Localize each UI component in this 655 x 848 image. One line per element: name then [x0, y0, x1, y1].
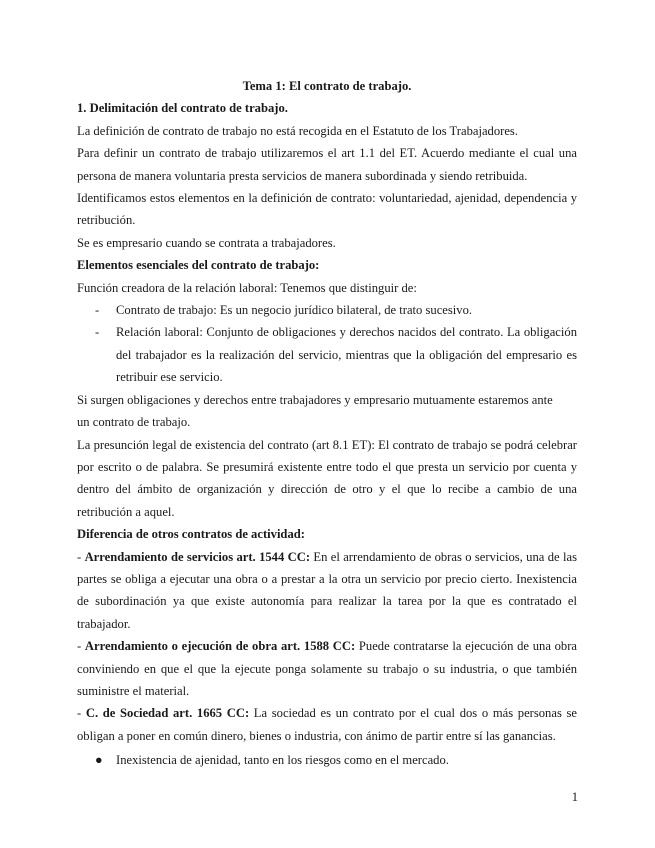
item-prefix: -	[77, 706, 86, 721]
subsection-heading: Elementos esenciales del contrato de trabajo:	[77, 258, 320, 273]
bullet-item	[77, 749, 577, 771]
contract-item	[77, 546, 577, 636]
item-prefix: -	[77, 639, 85, 654]
paragraph: un contrato de trabajo.	[77, 415, 191, 430]
paragraph: Para definir un contrato de trabajo utilizaremos el art 1.1 del ET. Acuerdo mediante el cual una persona de manera voluntaria presta servicios de manera subordinada y siendo retribuida.	[77, 146, 577, 183]
section-heading: 1. Delimitación del contrato de trabajo.	[77, 101, 288, 116]
list-item	[77, 299, 577, 321]
item-prefix: -	[77, 549, 85, 564]
paragraph: Función creadora de la relación laboral: Tenemos que distinguir de:	[77, 280, 417, 295]
paragraph: La presunción legal de existencia del contrato (art 8.1 ET): El contrato de trabajo se podrá celebrar por escrito o de palabra. Se presumirá existente entre todo el que presta un servicio por cuenta y dentro del ámbito de organización y dirección de otro y el que lo recibe a cambio de una retribución a aquel.	[77, 437, 577, 519]
paragraph: Si surgen obligaciones y derechos entre trabajadores y empresario mutuamente estaremos ante	[77, 392, 553, 407]
document-body	[77, 75, 577, 772]
item-title: Arrendamiento o ejecución de obra art. 1588 CC:	[84, 639, 356, 654]
bullet-icon: ●	[95, 753, 103, 768]
paragraph: La definición de contrato de trabajo no está recogida en el Estatuto de los Trabajadores.	[77, 123, 518, 138]
list-item-text: Contrato de trabajo: Es un negocio jurídico bilateral, de trato sucesivo.	[116, 303, 473, 318]
page-number: 1	[571, 790, 578, 804]
bullet-text: Inexistencia de ajenidad, tanto en los riesgos como en el mercado.	[116, 753, 449, 768]
contract-item	[77, 635, 577, 702]
subsection-heading: Diferencia de otros contratos de actividad:	[77, 527, 305, 542]
item-title: Arrendamiento de servicios art. 1544 CC:	[84, 549, 311, 564]
item-text: En el arrendamiento de obras o servicios, una de las partes se obliga a ejecutar una obra o a prestar a la otra un servicio por precio cierto. Inexistencia de subordinación ya que existe autonomía para realizar la tarea por la que es contratado el trabajador.	[77, 549, 577, 631]
paragraph: Identificamos estos elementos en la definición de contrato: voluntariedad, ajenidad, dependencia y retribución.	[77, 191, 577, 228]
list-marker: -	[95, 325, 100, 340]
document-title: Tema 1: El contrato de trabajo.	[242, 79, 412, 93]
list-item-text: Relación laboral: Conjunto de obligaciones y derechos nacidos del contrato. La obligación del trabajador es la realización del servicio, mientras que la obligación del empresario es retribuir ese servicio.	[116, 325, 577, 385]
item-text: La sociedad es un contrato por el cual dos o más personas se obligan a poner en común dinero, bienes o industria, con ánimo de partir entre sí las ganancias.	[77, 706, 578, 743]
contract-item	[77, 702, 577, 747]
list-item	[77, 321, 577, 388]
item-text: Puede contratarse la ejecución de una obra conviniendo en que el que la ejecute ponga solamente su trabajo o su industria, o que también suministre el material.	[77, 639, 578, 698]
item-title: C. de Sociedad art. 1665 CC:	[85, 706, 250, 721]
list-marker: -	[95, 303, 100, 318]
paragraph: Se es empresario cuando se contrata a trabajadores.	[77, 235, 336, 250]
